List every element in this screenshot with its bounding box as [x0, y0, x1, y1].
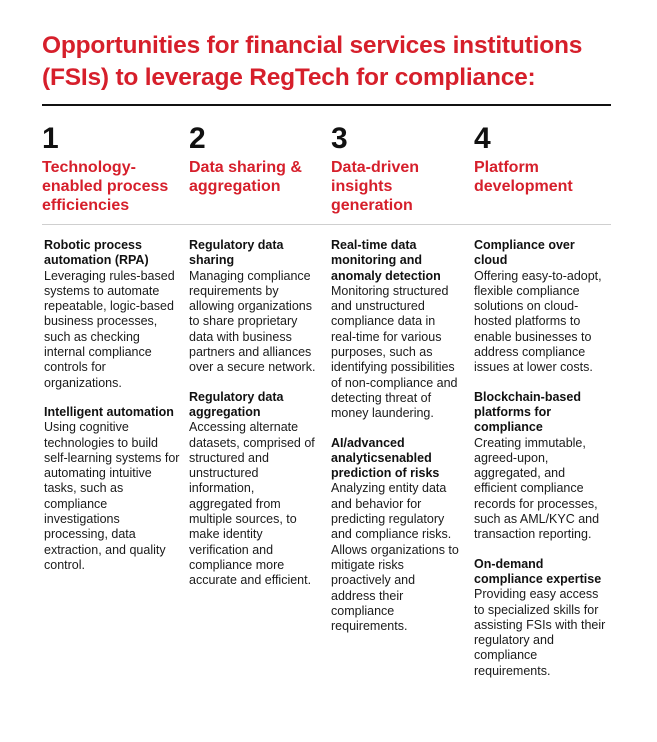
column-items-2	[189, 238, 319, 603]
column-heading: Platform development	[474, 159, 573, 195]
item-text: Leveraging rules-based systems to automate repeatable, logic-based business processes, such as checking internal compliance controls for organizations.	[44, 268, 175, 390]
item-text: Using cognitive technologies to build self-learning systems for automating intuitive tasks, such as compliance investigations processing, data extraction, and quality control.	[44, 420, 180, 572]
column-header-4	[474, 122, 604, 196]
column-number: 2	[189, 122, 206, 155]
list-item	[331, 436, 463, 635]
item-title: Blockchain-based platforms for compliance	[474, 389, 581, 435]
item-title: Robotic process automation (RPA)	[44, 238, 149, 268]
item-text: Monitoring structured and unstructured compliance data in real-time for various purposes, such as identifying possibilities of non-compliance and detecting threat of money laundering.	[331, 283, 458, 421]
item-text: Offering easy-to-adopt, flexible compliance solutions on cloud-hosted platforms to enable businesses to address compliance issues at lower costs.	[474, 268, 602, 375]
column-header-1	[42, 122, 177, 215]
column-heading: Technology-enabled process efficiencies	[42, 159, 169, 214]
item-text: Accessing alternate datasets, comprised of structured and unstructured information, aggregated from multiple sources, to make identity verification and compliance more accurate and efficient.	[189, 420, 315, 588]
item-title: Regulatory data aggregation	[189, 389, 284, 419]
column-number: 4	[474, 122, 491, 155]
column-number: 1	[42, 122, 59, 155]
item-title: On-demand compliance expertise	[474, 556, 602, 586]
item-title: Regulatory data sharing	[189, 238, 284, 268]
column-items-4	[474, 238, 608, 693]
list-item	[44, 405, 184, 573]
page-title: Opportunities for financial services institutions (FSIs) to leverage RegTech for compliance:	[42, 32, 583, 91]
list-item	[474, 238, 608, 376]
item-title: Compliance over cloud	[474, 238, 575, 268]
item-text: Analyzing entity data and behavior for predicting regulatory and compliance risks. Allows organizations to mitigate risks proactively and address their compliance requirements.	[331, 481, 459, 634]
item-title: Real-time data monitoring and anomaly detection	[331, 238, 441, 283]
column-items-1	[44, 238, 184, 587]
column-header-2	[189, 122, 319, 196]
column-header-3	[331, 122, 441, 215]
item-title: Intelligent automation	[44, 404, 174, 419]
title-divider	[42, 104, 611, 106]
column-heading: Data-driven insights generation	[331, 159, 420, 214]
list-item	[474, 557, 608, 679]
list-item	[474, 390, 608, 543]
list-item	[189, 390, 319, 589]
list-item	[44, 238, 184, 391]
list-item	[331, 238, 463, 422]
column-heading: Data sharing & aggregation	[189, 159, 302, 195]
item-text: Creating immutable, agreed-upon, aggregated, and efficient compliance records for processes, such as AML/KYC and transaction reporting.	[474, 435, 600, 542]
header-divider	[42, 224, 611, 225]
column-number: 3	[331, 122, 348, 155]
list-item	[189, 238, 319, 376]
item-title: AI/advanced analyticsenabled prediction of risks	[331, 435, 440, 481]
item-text: Managing compliance requirements by allowing organizations to share proprietary data with business partners and alliances over a secure network.	[189, 268, 316, 375]
item-text: Providing easy access to specialized skills for assisting FSIs with their regulatory and compliance requirements.	[474, 587, 606, 678]
column-items-3	[331, 238, 463, 648]
